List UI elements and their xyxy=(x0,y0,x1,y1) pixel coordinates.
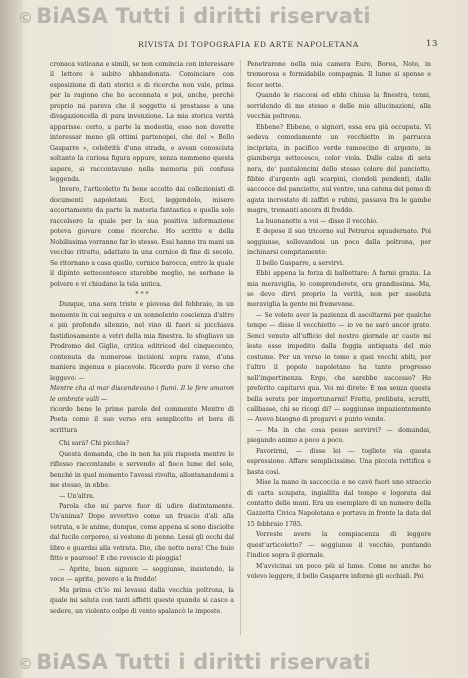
paragraph: — Aprite, buon signore — soggiunse, insistendo, la voce — aprite, povero e la freddo! xyxy=(50,565,234,584)
paragraph: E depose il suo tricorno sul Petrarca squadernato. Poi soggiunse, sollevandosi un poco dalla poltrona, per inchinarsi compitamente: xyxy=(247,228,431,257)
paragraph: Favorirmi, — disse lei — togliete via questa espressione. Affare semplicissimo. Una piccola rettifica e basta così. xyxy=(247,447,431,476)
column-divider xyxy=(240,60,241,635)
right-column xyxy=(247,60,431,583)
journal-title: RIVISTA DI TOPOGRAFIA ED ARTE NAPOLETANA xyxy=(138,40,359,49)
paragraph: — Ma in che cosa posso servirvi? — domandai, piegando animo a poco a poco. xyxy=(247,426,431,445)
left-column xyxy=(50,60,234,617)
paragraph: Il bello Gasparre, a servirvi. xyxy=(256,259,344,267)
paragraph: Parola che mi parve fuor di udire distintamente. Un'anima? Dopo avvertivo come un fruscio d'ali alla vetrata, e le anime, dunque, come appena si sono disciolte dal fucile corporeo, si vestono di penne. Lessi gli occhi dal libro e guardai alla vetrata. Dio, che notte nera! Che buio fitto e pauroso! E che rovescio di pioggia! xyxy=(50,503,234,563)
paragraph: Ebbene? Ebbene, o signori, essa era già occupata. Vi sedeva comodamente un vecchietto in parrucca incipriata, in pacifico verde ramoscino di argento, in giamberga settecesco, color viola. Dalle calze di seta nera, de' pantaloncini dello stesso colore del panciotto, fibbie d'argento agli scarpini, ciondoli pendenti, dalle saccocce del panciotto, sul ventre, una catena del pomo di agata incrostato di zaffiri e rubini, passava fra le gambe magre, tremanti ancora di freddo. xyxy=(247,123,431,215)
page-number: 13 xyxy=(425,39,438,49)
paragraph: Chi sarà? Chi picchia? xyxy=(59,440,129,448)
paragraph: Ebbi appena la forza di balbettare: A farmi grazia. La mia meraviglia, lo comprenderete, era grandissima. Ma, se devo dirvi proprio la verità, non per assoluta meraviglia la gente mi fremevane. xyxy=(247,270,431,309)
paragraph: cronaca vaticana e simili, se non comincia con interessare il lettore è subito abbandonata. Cominciare con esposizione di dati storici e di ricerche non vale, prima per la ragione che ho accennata e poi, anche, perchè proprio mi pareva che il soggetto si prestasse a una divagazioncella di pura invenzione. La mia storica verità apparisse: certo, a parte la modestia, esso non dovette interessar meno gli ottimi partenopei, che del » Bello Gasparre », celebrità d'una strada, o avean conosciuta soltanto la curiosa figura oppure, senza nemmeno questa sapere, si raccontavano nella memoria più confusa leggenda. xyxy=(50,61,234,183)
paragraph: La buonanotte a voi — disse il vecchio. xyxy=(256,217,378,225)
paragraph: Penetrarono nella mia camera Euro, Borea, Noto, in tremorosa e formidabile compagnia. Il lume si spense e fecer notte. xyxy=(247,61,431,89)
copyright-symbol: © xyxy=(18,9,34,27)
paragraph: Invero, l'articoletto fu bene accolto dai collezionisti di documenti napoletani. Ecci, leggendolo, misero accortamente da parte la materia fantastica e quella solo raccolsero la quale per la sua positiva informazione poteva giovare come ricerche. Ho scritto e della Nobilissima vorranno far lo stesso. Essi hanno tra mani un vecchio ritratto, adattato in una cornice di fine di secolo. Se ritornano a casa quello, cornice barocca, entro la quale il dipinto settecentesco starebbe meglio, ne serbano la polvere e vi chiudano la tela antica. xyxy=(50,186,234,288)
watermark-top xyxy=(18,4,371,28)
watermark-bottom xyxy=(18,650,371,674)
paragraph: Quando le riaccesi ed ebbi chiusa la finestra, tenni, sorridendo di me stesso e delle mie allucinazioni, alla vecchia poltrona. xyxy=(247,92,431,121)
running-header xyxy=(30,40,448,54)
paragraph: Questa domanda, che in non ha più risposta mentre lo riflesso raccontando e servendo al fioco lume del sole, benchè in quel momento l'avessi rivolta, allontanandomi a me stesso, in ebbe. xyxy=(50,450,234,490)
book-gutter xyxy=(0,0,22,678)
paragraph: Mise la mano in saccoccia e ne cavò fuori uno straccio di carta sciupata, ingiallita dal tempo e logorata dal contatto delle mani. Era un esemplare di un numero della Gazzetta Civica Napoletana e portava in fronte la data del 15 febbraio 1785. xyxy=(247,479,431,528)
copyright-symbol: © xyxy=(18,655,34,673)
paragraph: M'avvicinai un poco più al lume. Come ne anche ho volevo leggere, il bello Gasparre infornò gli occhiali. Poi xyxy=(247,562,431,581)
watermark-text: BiASA Tutti i diritti riservati xyxy=(36,4,371,28)
paragraph: — Un'altra. xyxy=(59,492,95,500)
paragraph: Ma prima ch'io mi levassi dalla vecchia poltrona, la quale mi saluta con tanti affetti queste quando si casco a sedere, un violento colpo di vento spalancò le imposte. xyxy=(50,586,234,615)
paragraph: ricordo bene le prime parole del commento Mentre di Poeta come il suo verso era semplicetto et bora di scrittura xyxy=(50,405,234,434)
watermark-text: BiASA Tutti i diritti riservati xyxy=(36,650,371,674)
paragraph: — Se volete aver la pazienza di ascoltarmi per qualche tempo — disse il vecchietto — io ve ne sarò ancor grato. Senci venuto all'ufficio del nostro giornale ar cauto mi leste esse impedito dalla foggia antiquata del mio costume. Per un verso io temo a quei vecchi abiti, per l'altro il popolo napoletano ha tanto progresso nell'impertinenza. Ergo, che sarebbe successo? Ho preferito capitarvi qua. Voi mi direte: E ma senza questa bella serata per importunarmi! Fretta, prelibata, scrutti, callbasse, chi se ricogi di? — soggiunse impazientemente — Avevo bisogno di pregarvi e punto vendo. xyxy=(247,311,431,424)
paragraph: Mentre cha al mar discendevano i fiumi. Il le fere amaron le ombrate valli — xyxy=(50,385,234,403)
paragraph: * * * xyxy=(135,290,149,298)
paragraph: Vorreste avere la compiacenza di leggere quest'articoletto? — soggiunse il vecchio, puntando l'indice sopra il giornale. xyxy=(247,531,431,560)
paragraph: Dunque, una sera triste e piovosa del febbraio, in un momento in cui seguiva e un sonnolento coscienza d'altro e più profondo silenzio, nel vino di fuori si picchiava fastidiosamente a vetri della mia finestra. Io sfogliavo un Prodromo del Giglio, critica editriced del cinquecento, contenuta da numerose incisioni sopra rame, d'una maniera ingenua e piacevole. Ricordo pure il verso che leggevo: — xyxy=(50,301,234,382)
